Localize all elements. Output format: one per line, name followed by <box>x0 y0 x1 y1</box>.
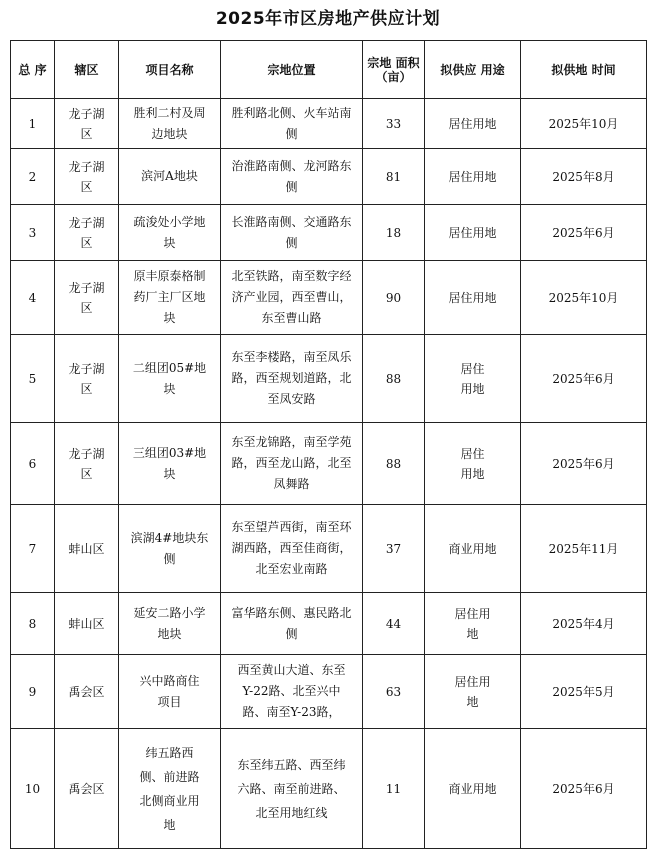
cell-location: 西至黄山大道、东至 Y-22路、北至兴中 路、南至Y-23路， <box>221 655 363 729</box>
cell-area: 81 <box>363 149 425 205</box>
cell-usage: 居住 用地 <box>425 335 521 423</box>
cell-seq: 2 <box>11 149 55 205</box>
cell-area: 63 <box>363 655 425 729</box>
cell-name: 纬五路西 侧、前进路 北侧商业用 地 <box>119 729 221 849</box>
header-time: 拟供地 时间 <box>521 41 647 99</box>
cell-usage: 居住用 地 <box>425 655 521 729</box>
cell-location: 治淮路南侧、龙河路东 侧 <box>221 149 363 205</box>
cell-area: 33 <box>363 99 425 149</box>
cell-location: 长淮路南侧、交通路东 侧 <box>221 205 363 261</box>
cell-location: 富华路东侧、惠民路北 侧 <box>221 593 363 655</box>
cell-district: 龙子湖 区 <box>55 335 119 423</box>
cell-district: 蚌山区 <box>55 505 119 593</box>
cell-name: 二组团05#地 块 <box>119 335 221 423</box>
cell-seq: 1 <box>11 99 55 149</box>
cell-name: 滨湖4#地块东 侧 <box>119 505 221 593</box>
table-header-row <box>11 41 647 99</box>
cell-location: 胜利路北侧、火车站南 侧 <box>221 99 363 149</box>
cell-district: 龙子湖 区 <box>55 423 119 505</box>
cell-time: 2025年6月 <box>521 729 647 849</box>
table-row <box>11 335 647 423</box>
cell-district: 龙子湖 区 <box>55 261 119 335</box>
cell-location: 东至纬五路、西至纬 六路、南至前进路、 北至用地红线 <box>221 729 363 849</box>
cell-area: 18 <box>363 205 425 261</box>
cell-time: 2025年6月 <box>521 205 647 261</box>
cell-name: 胜利二村及周 边地块 <box>119 99 221 149</box>
cell-seq: 6 <box>11 423 55 505</box>
cell-location: 东至李楼路，南至凤乐 路，西至规划道路，北 至凤安路 <box>221 335 363 423</box>
cell-usage: 居住 用地 <box>425 423 521 505</box>
cell-seq: 3 <box>11 205 55 261</box>
cell-usage: 商业用地 <box>425 505 521 593</box>
table-row <box>11 729 647 849</box>
cell-name: 原丰原泰格制 药厂主厂区地 块 <box>119 261 221 335</box>
cell-district: 禹会区 <box>55 655 119 729</box>
cell-location: 东至龙锦路，南至学苑 路，西至龙山路，北至 凤舞路 <box>221 423 363 505</box>
header-seq: 总 序 <box>11 41 55 99</box>
cell-name: 延安二路小学 地块 <box>119 593 221 655</box>
cell-area: 44 <box>363 593 425 655</box>
header-location: 宗地位置 <box>221 41 363 99</box>
cell-usage: 居住用地 <box>425 149 521 205</box>
cell-seq: 4 <box>11 261 55 335</box>
cell-district: 龙子湖 区 <box>55 99 119 149</box>
page-title: 2025年市区房地产供应计划 <box>215 9 441 29</box>
cell-seq: 8 <box>11 593 55 655</box>
cell-location: 东至望芦西街，南至环 湖西路，西至佳商街， 北至宏业南路 <box>221 505 363 593</box>
header-usage: 拟供应 用途 <box>425 41 521 99</box>
table-row <box>11 593 647 655</box>
cell-time: 2025年6月 <box>521 335 647 423</box>
cell-usage: 居住用地 <box>425 99 521 149</box>
table-row <box>11 655 647 729</box>
cell-area: 11 <box>363 729 425 849</box>
cell-usage: 居住用 地 <box>425 593 521 655</box>
cell-time: 2025年10月 <box>521 261 647 335</box>
header-area: 宗地 面积 （亩） <box>363 41 425 99</box>
cell-district: 龙子湖 区 <box>55 149 119 205</box>
cell-location: 北至铁路，南至数字经 济产业园，西至曹山， 东至曹山路 <box>221 261 363 335</box>
cell-area: 90 <box>363 261 425 335</box>
cell-time: 2025年10月 <box>521 99 647 149</box>
cell-seq: 5 <box>11 335 55 423</box>
header-name: 项目名称 <box>119 41 221 99</box>
cell-time: 2025年11月 <box>521 505 647 593</box>
cell-name: 滨河A地块 <box>119 149 221 205</box>
table-row <box>11 423 647 505</box>
cell-seq: 9 <box>11 655 55 729</box>
cell-time: 2025年5月 <box>521 655 647 729</box>
table-row <box>11 205 647 261</box>
cell-time: 2025年8月 <box>521 149 647 205</box>
cell-area: 88 <box>363 335 425 423</box>
header-district: 辖区 <box>55 41 119 99</box>
cell-district: 龙子湖 区 <box>55 205 119 261</box>
cell-district: 禹会区 <box>55 729 119 849</box>
cell-time: 2025年4月 <box>521 593 647 655</box>
cell-seq: 7 <box>11 505 55 593</box>
table-row <box>11 505 647 593</box>
table-row <box>11 99 647 149</box>
table-row <box>11 261 647 335</box>
cell-name: 兴中路商住 项目 <box>119 655 221 729</box>
cell-usage: 居住用地 <box>425 261 521 335</box>
cell-usage: 商业用地 <box>425 729 521 849</box>
land-supply-table <box>10 40 647 849</box>
cell-area: 88 <box>363 423 425 505</box>
cell-district: 蚌山区 <box>55 593 119 655</box>
cell-area: 37 <box>363 505 425 593</box>
cell-name: 疏浚处小学地 块 <box>119 205 221 261</box>
cell-time: 2025年6月 <box>521 423 647 505</box>
cell-usage: 居住用地 <box>425 205 521 261</box>
cell-seq: 10 <box>11 729 55 849</box>
cell-name: 三组团03#地 块 <box>119 423 221 505</box>
table-row <box>11 149 647 205</box>
